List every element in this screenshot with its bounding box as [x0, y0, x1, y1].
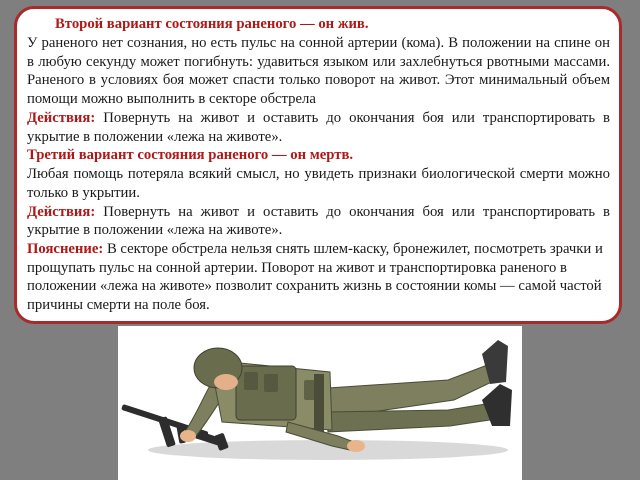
section3-heading: Третий вариант состояния раненого — он мертв. [27, 147, 354, 164]
explanation-label: Пояснение: [27, 241, 104, 258]
section3-actions-text: Повернуть на живот и оставить до окончания боя или транспортировать в укрытие в положении «лежа на животе». [27, 203, 610, 239]
section2-actions [27, 109, 610, 146]
section3-actions [27, 203, 610, 240]
section2-actions-label: Действия: [27, 109, 96, 126]
section2-actions-text: Повернуть на живот и оставить до окончания боя или транспортировать в укрытие в положении «лежа на животе». [27, 109, 610, 145]
wounded-soldier-illustration [118, 326, 522, 480]
section3-actions-label: Действия: [27, 203, 96, 220]
section2-text: У раненого нет сознания, но есть пульс на сонной артерии (кома). В положении на спине он в любую секунду может погибнуть: удавиться языком или захлебнуться рвотными массами. Раненого в условиях боя может спасти только поворот на живот. Этот минимальный объем помощи можно выполнить в секторе обстрела [27, 35, 610, 108]
text-panel [14, 6, 622, 324]
explanation-paragraph [27, 240, 610, 315]
section2-heading: Второй вариант состояния раненого — он жив. [55, 16, 369, 32]
explanation-text: В секторе обстрела нельзя снять шлем-каску, бронежилет, посмотреть зрачки и прощупать пульс на сонной артерии. Поворот на живот и транспортировка раненого в положении «лежа на животе» позволит сохранить жизнь в состоянии комы — самой частой причины смерти на поле боя. [27, 241, 603, 314]
soldier-lying-on-back-image [118, 326, 522, 480]
section3-text: Любая помощь потеряла всякий смысл, но увидеть признаки биологической смерти можно только в укрытии. [27, 166, 610, 201]
